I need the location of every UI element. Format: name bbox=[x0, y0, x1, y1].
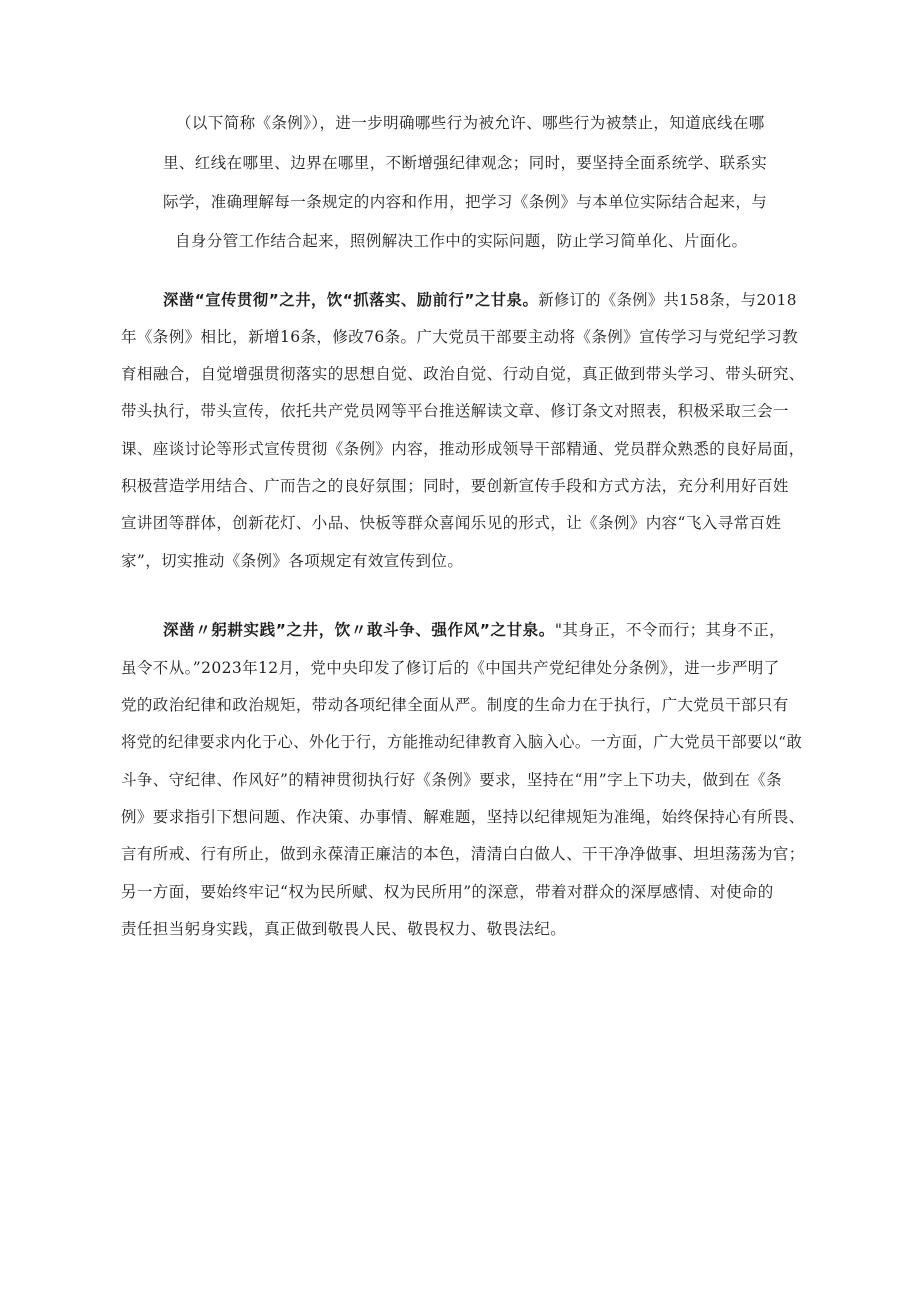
paragraph-3-first-line-rest: "其身正，不令而行；其身不正， bbox=[554, 621, 786, 639]
paragraph-3-line-5: 斗争、守纪律、作风好”的精神贯彻执行好《条例》要求，坚持在“用”字上下功夫，做到在《条 bbox=[121, 771, 782, 789]
paragraph-3-line-3: 党的政治纪律和政治规矩，带动各项纪律全面从严。制度的生命力在于执行，广大党员干部只有 bbox=[121, 696, 789, 714]
paragraph-2-line-5: 课、座谈讨论等形式宣传贯彻《条例》内容，推动形成领导干部精通、党员群众熟悉的良好局面， bbox=[121, 440, 805, 458]
paragraph-2-line-3: 育相融合，自觉增强贯彻落实的思想自觉、政治自觉、行动自觉，真正做到带头学习、带头研究、 bbox=[121, 365, 805, 383]
paragraph-1-line-4: 自身分管工作结合起来，照例解决工作中的实际问题，防止学习简单化、片面化。 bbox=[175, 232, 748, 250]
paragraph-3-line-7: 言有所戒、行有所止，做到永葆清正廉洁的本色，清清白白做人、干干净净做事、坦坦荡荡为官； bbox=[121, 845, 805, 863]
paragraph-2-first-line-rest: 新修订的《条例》共158条，与2018 bbox=[538, 291, 797, 309]
paragraph-2-line-6: 积极营造学用结合、广而告之的良好氛围；同时，要创新宣传手段和方式方法，充分利用好百姓 bbox=[121, 477, 789, 495]
paragraph-3-heading: 深凿〃躬耕实践”之井，饮〃敢斗争、强作风”之甘泉。 bbox=[163, 621, 555, 639]
paragraph-1-line-2: 里、红线在哪里、边界在哪里，不断增强纪律观念；同时，要坚持全面系统学、联系实 bbox=[163, 154, 768, 172]
paragraph-3-line-1 bbox=[163, 619, 785, 641]
paragraph-3-line-9: 责任担当躬身实践，真正做到敬畏人民、敬畏权力、敬畏法纪。 bbox=[121, 920, 567, 938]
paragraph-2-line-4: 带头执行，带头宣传，依托共产党员网等平台推送解读文章、修订条文对照表，积极采取三会一 bbox=[121, 402, 789, 420]
paragraph-1-line-3: 际学，准确理解每一条规定的内容和作用，把学习《条例》与本单位实际结合起来，与 bbox=[163, 193, 768, 211]
paragraph-2-line-8: 家”，切实推动《条例》各项规定有效宣传到位。 bbox=[121, 552, 464, 570]
paragraph-2-line-1 bbox=[163, 289, 797, 311]
paragraph-2-heading: 深凿“宣传贯彻”之井，饮“抓落实、励前行”之甘泉。 bbox=[163, 291, 539, 309]
paragraph-2-line-7: 宣讲团等群体，创新花灯、小品、快板等群众喜闻乐见的形式，让《条例》内容“飞入寻常百姓 bbox=[121, 514, 782, 532]
paragraph-3-line-6: 例》要求指引下想问题、作决策、办事情、解难题，坚持以纪律规矩为准绳，始终保持心有所畏、 bbox=[121, 808, 805, 826]
paragraph-1-line-1: （以下简称《条例》），进一步明确哪些行为被允许、哪些行为被禁止，知道底线在哪 bbox=[176, 114, 765, 132]
paragraph-3-line-4: 将党的纪律要求内化于心、外化于行，方能推动纪律教育入脑入心。一方面，广大党员干部要以“敢 bbox=[121, 733, 803, 751]
paragraph-3-line-8: 另一方面，要始终牢记“权为民所赋、权为民所用”的深意，带着对群众的深厚感情、对使命的 bbox=[121, 883, 774, 901]
paragraph-3-line-2: 虽令不从。”2023年12月，党中央印发了修订后的《中国共产党纪律处分条例》，进一步严明了 bbox=[121, 659, 780, 677]
paragraph-2-line-2: 年《条例》相比，新增16条，修改76条。广大党员干部要主动将《条例》宣传学习与党纪学习教 bbox=[121, 328, 799, 346]
